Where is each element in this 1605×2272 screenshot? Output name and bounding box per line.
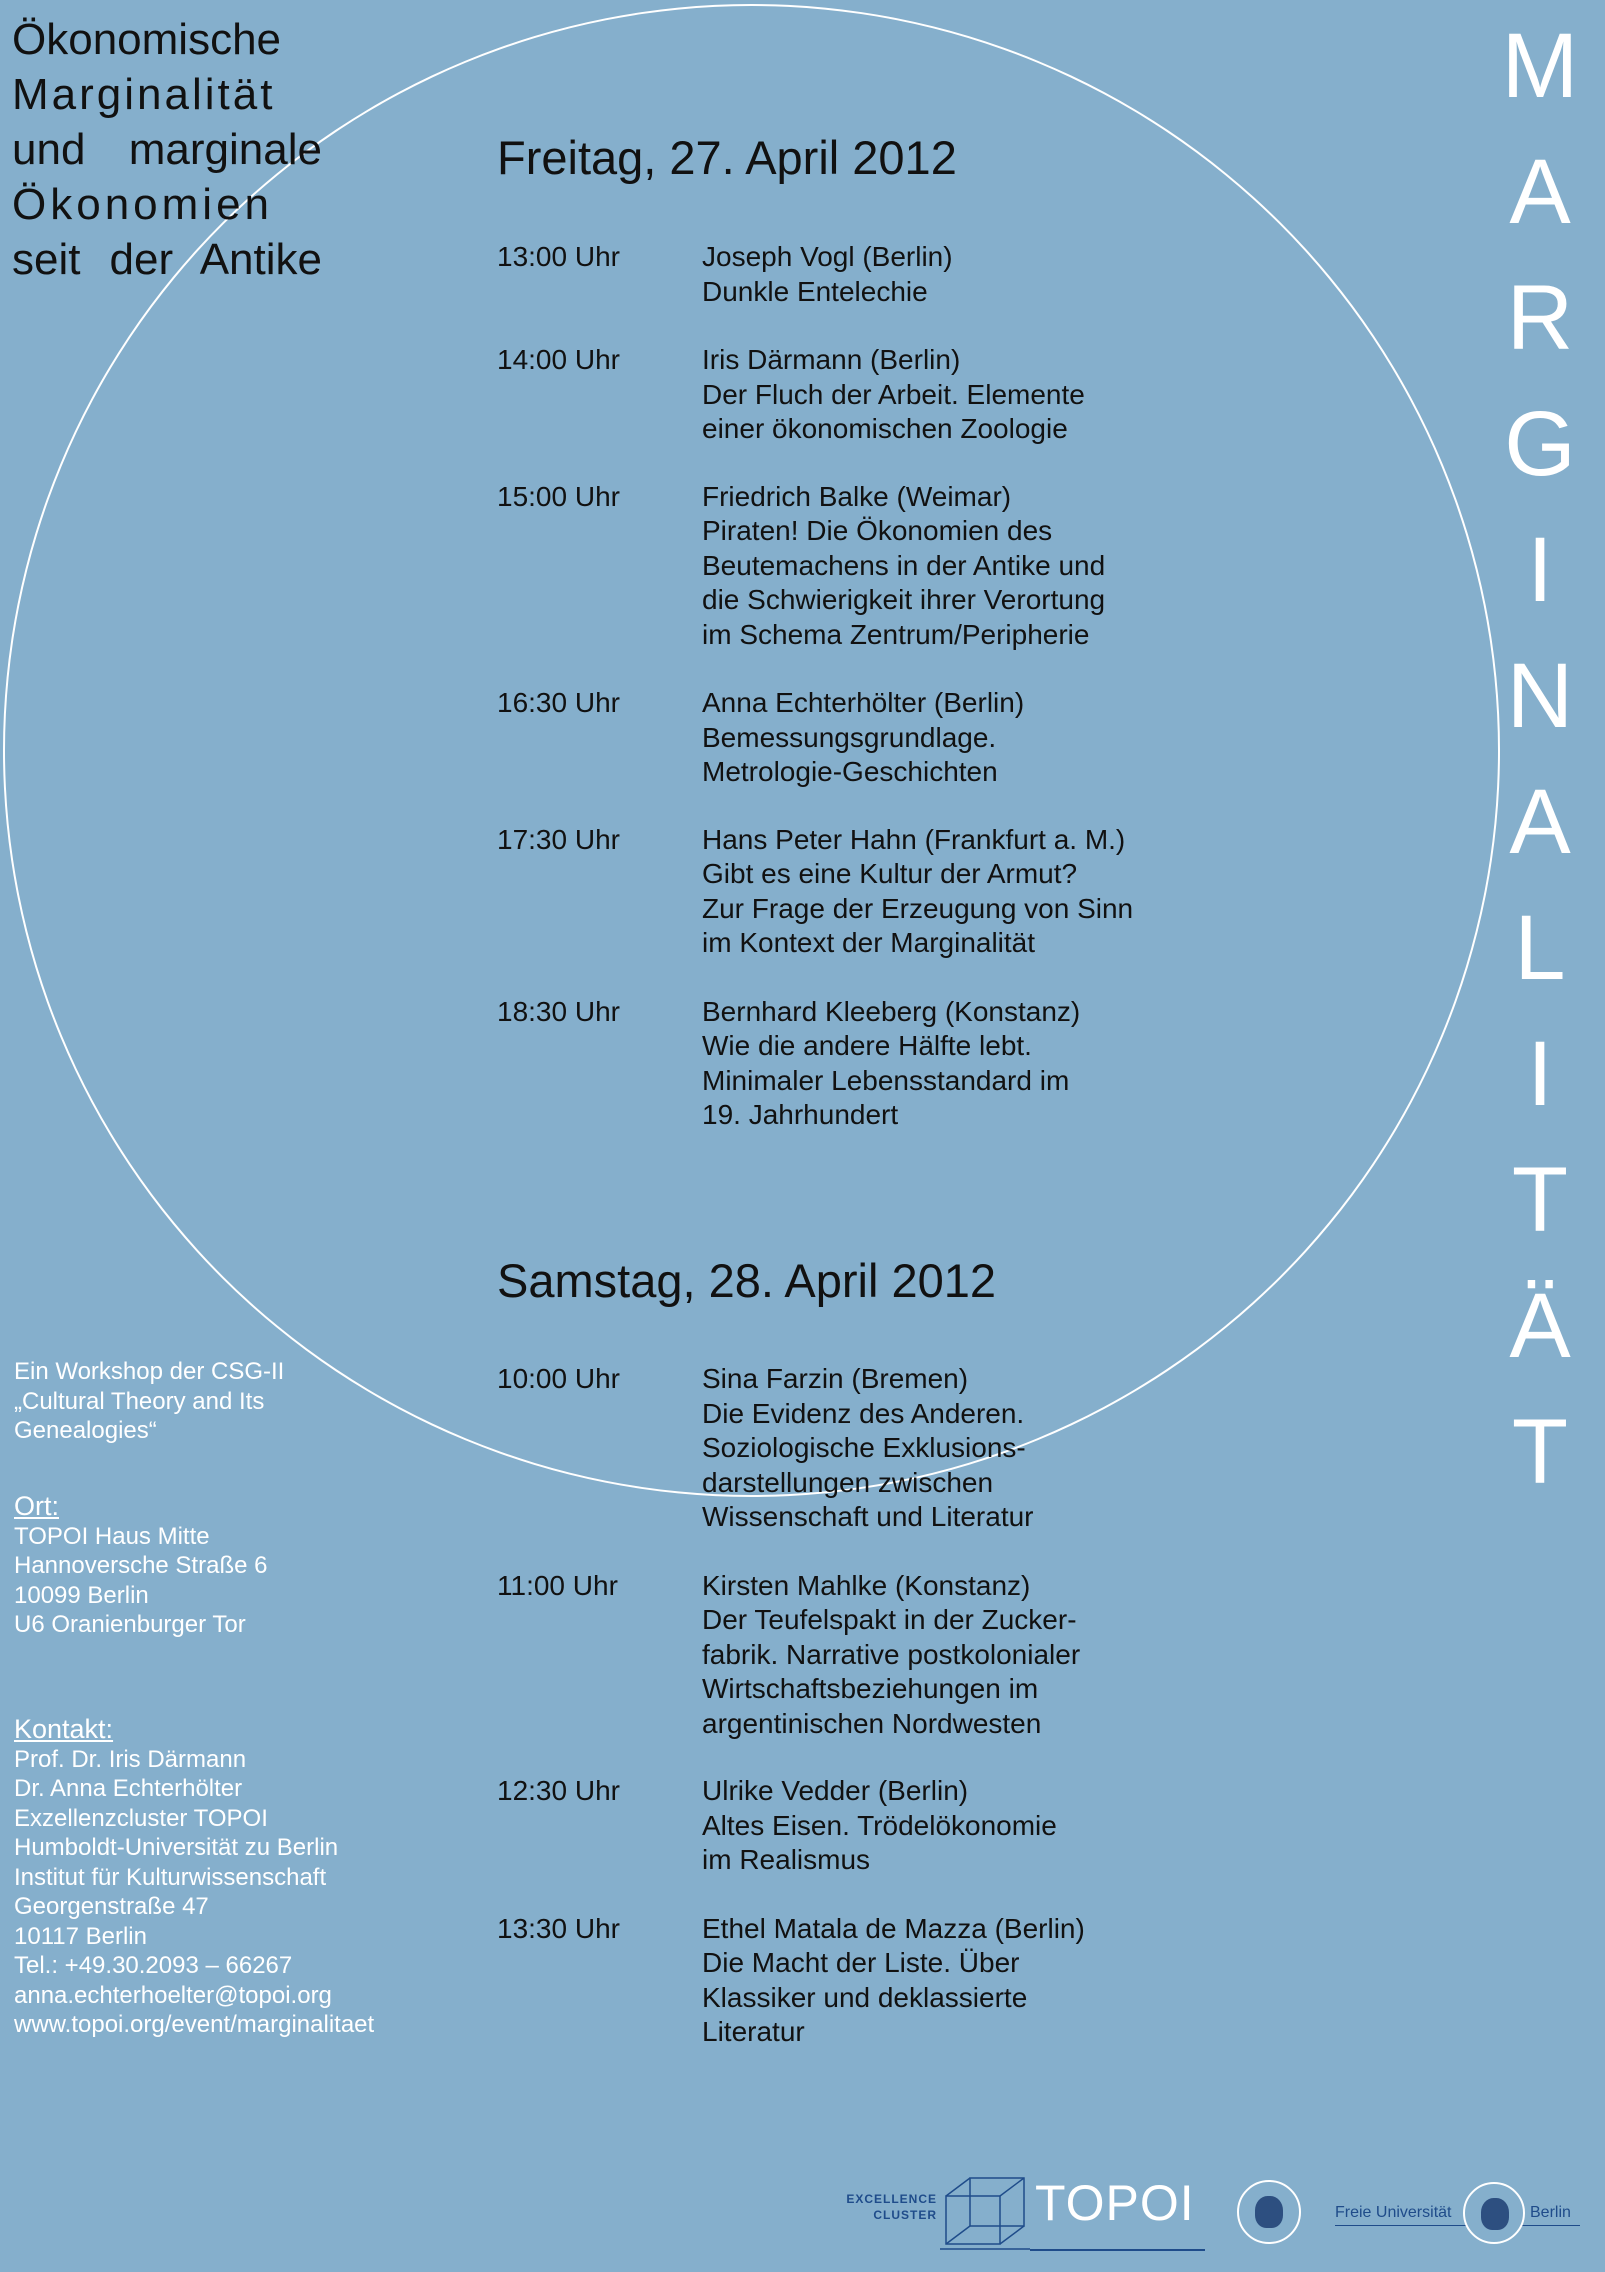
entry-line: argentinischen Nordwesten — [702, 1707, 1042, 1739]
entry-description — [702, 1569, 1197, 1742]
location-line: U6 Oranienburger Tor — [14, 1611, 246, 1638]
schedule-entry — [497, 343, 1197, 447]
entry-description — [702, 1912, 1197, 2050]
entry-description — [702, 1362, 1197, 1535]
schedule-entry — [497, 480, 1197, 653]
entry-line: Die Evidenz des Anderen. — [702, 1397, 1025, 1429]
entry-line: Piraten! Die Ökonomien des — [702, 515, 1053, 546]
contact-line: 10117 Berlin — [14, 1922, 147, 1950]
vertical-letter: T — [1511, 1401, 1569, 1503]
schedule-friday — [497, 240, 1197, 1133]
entry-line: Bemessungsgrundlage. — [702, 721, 997, 753]
entry-line: Iris Därmann (Berlin) — [702, 344, 961, 375]
entry-line: Wissenschaft und Literatur — [702, 1501, 1034, 1532]
entry-line: Soziologische Exklusions- — [702, 1432, 1026, 1463]
fu-seal-icon — [1463, 2182, 1525, 2244]
entry-description — [702, 343, 1197, 447]
schedule-entry — [497, 1569, 1197, 1742]
fu-logo-text: Freie Universität — [1335, 2204, 1452, 2221]
title-line: Ökonomische — [12, 15, 282, 64]
contact-line: Tel.: +49.30.2093 – 66267 — [14, 1952, 293, 1979]
schedule-saturday — [497, 1362, 1197, 2050]
excellence-text: EXCELLENCE — [846, 2192, 937, 2206]
workshop-line: Ein Workshop der CSG-II — [14, 1358, 285, 1385]
location-line: TOPOI Haus Mitte — [14, 1522, 210, 1550]
entry-line: Ethel Matala de Mazza (Berlin) — [702, 1912, 1085, 1944]
vertical-letter: T — [1511, 1149, 1569, 1251]
schedule-entry — [497, 240, 1197, 309]
entry-line: Der Fluch der Arbeit. Elemente — [702, 378, 1085, 410]
entry-line: Bernhard Kleeberg (Konstanz) — [702, 995, 1081, 1027]
workshop-line: Genealogies“ — [14, 1417, 157, 1444]
contact-info — [14, 1715, 374, 2040]
entry-time: 17:30 Uhr — [497, 823, 620, 855]
vertical-letter: I — [1527, 1023, 1553, 1125]
entry-line: im Kontext der Marginalität — [702, 927, 1036, 958]
title-line: seit der Antike — [12, 235, 322, 284]
contact-line: Exzellenzcluster TOPOI — [14, 1804, 268, 1832]
contact-line: Humboldt-Universität zu Berlin — [14, 1834, 339, 1861]
location-heading: Ort: — [14, 1491, 59, 1521]
entry-description — [702, 240, 1197, 309]
entry-description — [702, 480, 1197, 653]
vertical-letter: A — [1509, 141, 1571, 243]
entry-description — [702, 1774, 1197, 1878]
contact-email[interactable]: anna.echterhoelter@topoi.org — [14, 1981, 332, 2009]
contact-website[interactable]: www.topoi.org/event/marginalitaet — [14, 2011, 375, 2038]
entry-line: darstellungen zwischen — [702, 1466, 994, 1498]
entry-line: die Schwierigkeit ihrer Verortung — [702, 584, 1106, 615]
entry-line: Die Macht der Liste. Über — [702, 1947, 1020, 1978]
vertical-letter: M — [1501, 15, 1579, 117]
schedule-entry — [497, 1774, 1197, 1878]
location-line: 10099 Berlin — [14, 1581, 149, 1609]
entry-line: Klassiker und deklassierte — [702, 1981, 1028, 2013]
entry-line: Literatur — [702, 2016, 805, 2047]
entry-line: Altes Eisen. Trödelökonomie — [702, 1809, 1057, 1841]
entry-line: Anna Echterhölter (Berlin) — [702, 687, 1025, 718]
entry-line: Joseph Vogl (Berlin) — [702, 241, 953, 272]
entry-time: 15:00 Uhr — [497, 480, 620, 512]
entry-line: im Realismus — [702, 1844, 871, 1875]
topoi-underline — [1030, 2249, 1205, 2251]
excellence-cluster-label — [845, 2191, 937, 2223]
topoi-logo — [845, 2170, 1205, 2250]
day-heading-friday: Freitag, 27. April 2012 — [497, 131, 957, 184]
title-line: und marginale — [12, 125, 322, 174]
poster-title — [12, 12, 322, 287]
entry-time: 13:00 Uhr — [497, 241, 620, 272]
entry-time: 11:00 Uhr — [497, 1569, 618, 1601]
entry-line: Beutemachens in der Antike und — [702, 549, 1106, 581]
entry-time: 18:30 Uhr — [497, 995, 620, 1027]
sponsor-logos — [845, 2170, 1585, 2260]
entry-line: Friedrich Balke (Weimar) — [702, 480, 1012, 512]
entry-line: Minimaler Lebensstandard im — [702, 1064, 1070, 1096]
entry-line: Metrologie-Geschichten — [702, 756, 998, 787]
entry-line: Sina Farzin (Bremen) — [702, 1363, 969, 1394]
topoi-wordmark: TOPOI — [1035, 2175, 1195, 2231]
entry-line: Gibt es eine Kultur der Armut? — [702, 858, 1078, 889]
entry-time: 12:30 Uhr — [497, 1775, 620, 1806]
fu-berlin-text: Berlin — [1530, 2204, 1571, 2221]
topoi-cube-icon — [940, 2176, 1030, 2250]
schedule-entry — [497, 686, 1197, 790]
entry-line: einer ökonomischen Zoologie — [702, 413, 1068, 444]
entry-line: Der Teufelspakt in der Zucker- — [702, 1604, 1077, 1635]
entry-line: fabrik. Narrative postkolonialer — [702, 1638, 1081, 1670]
entry-description — [702, 823, 1197, 961]
entry-line: Zur Frage der Erzeugung von Sinn — [702, 892, 1134, 924]
schedule-entry — [497, 995, 1197, 1133]
entry-time: 16:30 Uhr — [497, 687, 620, 718]
entry-line: Ulrike Vedder (Berlin) — [702, 1775, 969, 1806]
vertical-letter: A — [1509, 771, 1571, 873]
contact-heading: Kontakt: — [14, 1714, 114, 1744]
fu-underline — [1335, 2225, 1580, 2226]
entry-line: im Schema Zentrum/Peripherie — [702, 618, 1090, 650]
vertical-letter: G — [1504, 393, 1576, 495]
contact-line: Prof. Dr. Iris Därmann — [14, 1745, 247, 1773]
entry-description — [702, 995, 1197, 1133]
entry-line: 19. Jahrhundert — [702, 1099, 899, 1130]
entry-line: Dunkle Entelechie — [702, 275, 928, 307]
entry-line: Hans Peter Hahn (Frankfurt a. M.) — [702, 823, 1126, 855]
humboldt-seal-icon — [1237, 2180, 1301, 2244]
day-heading-saturday: Samstag, 28. April 2012 — [497, 1254, 997, 1307]
entry-description — [702, 686, 1197, 790]
contact-line: Georgenstraße 47 — [14, 1893, 209, 1920]
entry-time: 13:30 Uhr — [497, 1912, 620, 1944]
entry-line: Kirsten Mahlke (Konstanz) — [702, 1569, 1031, 1601]
location-info — [14, 1492, 267, 1640]
entry-line: Wirtschaftsbeziehungen im — [702, 1673, 1039, 1704]
location-line: Hannoversche Straße 6 — [14, 1552, 268, 1579]
vertical-letter: Ä — [1509, 1275, 1571, 1377]
vertical-letter: I — [1527, 519, 1553, 621]
schedule-entry — [497, 1362, 1197, 1535]
entry-line: Wie die andere Hälfte lebt. — [702, 1030, 1032, 1061]
workshop-info — [14, 1357, 284, 1446]
entry-time: 14:00 Uhr — [497, 344, 620, 375]
contact-line: Institut für Kulturwissenschaft — [14, 1863, 327, 1891]
vertical-letter: L — [1514, 897, 1566, 999]
workshop-line: „Cultural Theory and Its — [14, 1387, 265, 1415]
title-line: Ökonomien — [12, 180, 274, 229]
vertical-title — [1500, 15, 1580, 1532]
entry-time: 10:00 Uhr — [497, 1363, 620, 1394]
title-line: Marginalität — [12, 70, 276, 119]
contact-line: Dr. Anna Echterhölter — [14, 1775, 243, 1802]
schedule-entry — [497, 823, 1197, 961]
vertical-letter: N — [1506, 645, 1574, 747]
schedule-entry — [497, 1912, 1197, 2050]
cluster-text: CLUSTER — [873, 2208, 937, 2222]
vertical-letter: R — [1506, 267, 1574, 369]
